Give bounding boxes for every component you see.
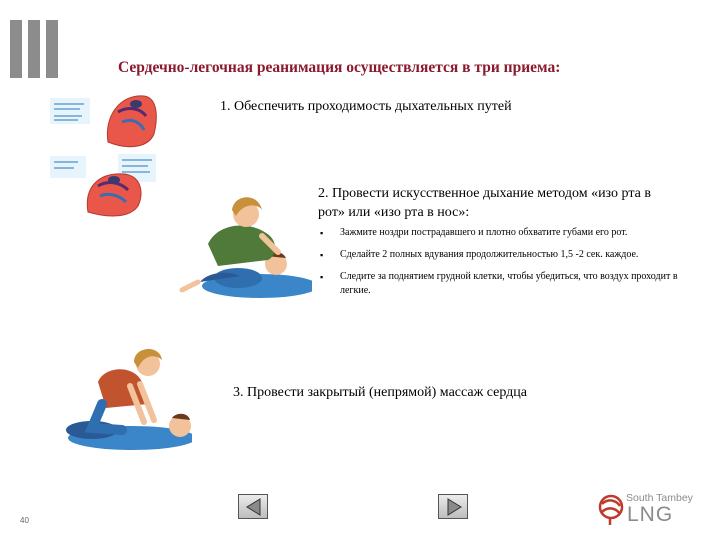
south-tambey-lng-logo <box>596 490 708 530</box>
caption-box <box>50 156 86 178</box>
triangle-left-icon <box>239 495 269 520</box>
airway-illustration-bottom <box>48 152 160 218</box>
list-item <box>318 226 698 240</box>
breathing-instructions-list <box>318 226 698 306</box>
logo-emblem-icon <box>596 492 626 526</box>
list-item <box>318 270 698 298</box>
rescue-breathing-illustration <box>178 186 312 304</box>
airway-illustration-top <box>48 92 160 152</box>
decorative-bar <box>46 20 58 78</box>
bullet-icon: ▪ <box>320 250 324 260</box>
previous-slide-button[interactable] <box>238 494 268 519</box>
slide-title: Сердечно-легочная реанимация осуществляется в три приема: <box>118 59 561 76</box>
list-item-text: Сделайте 2 полных вдувания продолжительностью 1,5 -2 сек. каждое. <box>340 249 639 260</box>
list-item-text: Следите за поднятием грудной клетки, чтобы убедиться, что воздух проходит в легкие. <box>340 271 678 296</box>
list-item <box>318 248 698 262</box>
step-2-text: 2. Провести искусственное дыхание методом «изо рта в рот» или «изо рта в нос»: <box>318 186 651 220</box>
logo-text-line2: LNG <box>627 503 674 526</box>
logo-text-line1: South Tambey <box>626 492 693 504</box>
next-slide-button[interactable] <box>438 494 468 519</box>
step-3-text: 3. Провести закрытый (непрямой) массаж сердца <box>233 385 528 400</box>
page-number: 40 <box>20 516 29 525</box>
decorative-bar <box>28 20 40 78</box>
bullet-icon: ▪ <box>320 228 324 238</box>
decorative-bar <box>10 20 22 78</box>
bullet-icon: ▪ <box>320 272 324 282</box>
triangle-right-icon <box>439 495 469 520</box>
rescuer-body <box>208 226 275 266</box>
step-1-text: 1. Обеспечить проходимость дыхательных путей <box>220 99 512 114</box>
chest-compression-illustration <box>52 342 192 454</box>
list-item-text: Зажмите ноздри пострадавшего и плотно обхватите губами его рот. <box>340 227 628 238</box>
